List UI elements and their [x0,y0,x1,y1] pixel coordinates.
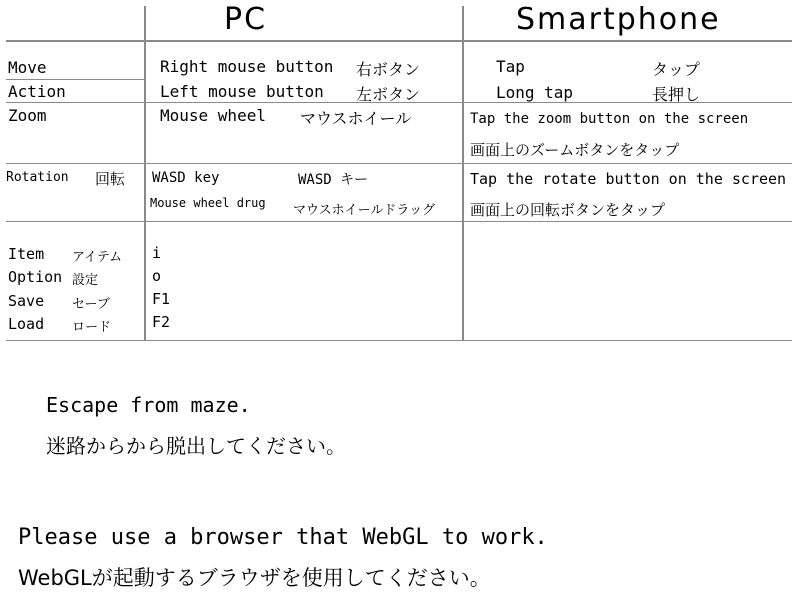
table-bottom-line [6,340,792,341]
zoom-pc-ja: マウスホイール [300,109,412,128]
key-load-ja: ロード [72,320,112,335]
zoom-label: Zoom [8,106,47,125]
move-pc-en: Right mouse button [160,57,334,76]
rotation-label-en: Rotation [6,170,69,185]
rotation-pc-wheel-ja: マウスホイールドラッグ [293,203,436,218]
key-option-key: o [152,267,162,285]
header-smartphone: Smartphone [516,2,721,37]
move-pc-ja: 右ボタン [356,60,421,79]
divider-left [144,6,146,340]
row-divider-rotation [6,163,792,164]
key-item-key: i [152,244,162,262]
key-save-en: Save [8,292,45,310]
action-pc-ja: 左ボタン [356,85,421,104]
action-sp-en: Long tap [496,83,574,102]
rotation-label-ja: 回転 [95,170,126,188]
escape-message-en: Escape from maze. [46,393,251,417]
key-save-key: F1 [152,290,171,308]
key-item-ja: アイテム [72,250,123,265]
header-underline [6,40,792,42]
action-pc-en: Left mouse button [160,82,324,101]
zoom-pc-en: Mouse wheel [160,106,266,125]
row-divider-action [6,79,144,80]
move-sp-ja: タップ [652,60,701,79]
zoom-sp-en: Tap the zoom button on the screen [470,111,749,127]
action-label: Action [8,82,66,101]
zoom-sp-ja: 画面上のズームボタンをタップ [470,141,680,159]
key-load-key: F2 [152,313,171,331]
rotation-pc-key-en: WASD key [152,170,220,186]
key-item-en: Item [8,245,45,263]
webgl-message-en: Please use a browser that WebGL to work. [18,525,548,550]
key-option-en: Option [8,268,63,286]
key-load-en: Load [8,315,45,333]
action-sp-ja: 長押し [652,85,701,104]
move-sp-en: Tap [496,57,525,76]
key-option-ja: 設定 [72,273,99,288]
rotation-pc-wheel-en: Mouse wheel drug [150,196,266,210]
rotation-sp-ja: 画面上の回転ボタンをタップ [470,201,666,219]
divider-right [462,6,464,340]
move-label: Move [8,58,47,77]
rotation-pc-key-ja: WASD キー [298,172,369,188]
webgl-message-ja: WebGLが起動するブラウザを使用してください。 [18,566,491,590]
key-save-ja: セーブ [72,297,110,312]
escape-message-ja: 迷路からから脱出してください。 [46,434,346,458]
rotation-sp-en: Tap the rotate button on the screen [470,170,787,188]
header-pc: PC [224,2,268,37]
row-divider-keys [6,221,792,222]
